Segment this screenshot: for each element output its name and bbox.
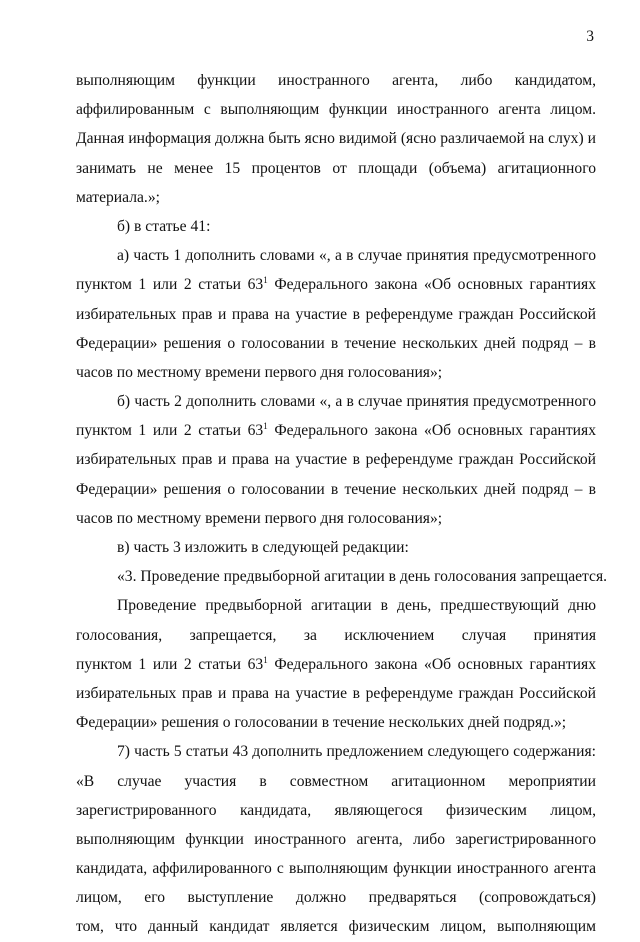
text-line: том, что данный кандидат является физическим лицом, выполняющим	[76, 918, 596, 936]
text-line: выполняющим функции иностранного агента, либо зарегистрированного	[76, 830, 596, 848]
text-line: избирательных прав и права на участие в референдуме граждан Российской	[76, 451, 596, 469]
text-segment: Федерального закона «Об основных гарантиях	[267, 422, 596, 440]
text-line: занимать не менее 15 процентов от площади (объема) агитационного	[76, 159, 596, 177]
text-segment: Федерального закона «Об основных гарантиях	[267, 276, 596, 294]
body-text	[76, 66, 608, 942]
text-line: материала.»;	[76, 188, 160, 206]
text-line: Данная информация должна быть ясно видимой (ясно различаемой на слух) и	[76, 130, 596, 148]
superscript: 1	[263, 421, 268, 432]
text-line: избирательных прав и права на участие в референдуме граждан Российской	[76, 684, 596, 702]
text-line: а) часть 1 дополнить словами «, а в случае принятия предусмотренного	[117, 247, 596, 265]
text-line: часов по местному времени первого дня голосования»;	[76, 363, 443, 381]
text-line: б) в статье 41:	[117, 217, 211, 235]
text-line: голосования, запрещается, за исключением случая принятия	[76, 626, 596, 644]
text-segment: пунктом 1 или 2 статьи 63	[76, 276, 264, 294]
text-line: б) часть 2 дополнить словами «, а в случае принятия предусмотренного	[117, 393, 596, 411]
text-line	[76, 650, 596, 679]
text-line: избирательных прав и права на участие в референдуме граждан Российской	[76, 305, 596, 323]
text-line: выполняющим функции иностранного агента, либо кандидатом,	[76, 72, 596, 89]
text-line: в) часть 3 изложить в следующей редакции:	[117, 539, 409, 556]
text-segment: пунктом 1 или 2 статьи 63	[76, 422, 264, 440]
text-segment: пунктом 1 или 2 статьи 63	[76, 655, 264, 673]
text-line: «В случае участия в совместном агитационном мероприятии	[76, 772, 596, 790]
superscript: 1	[263, 654, 268, 665]
text-line: часов по местному времени первого дня голосования»;	[76, 509, 443, 527]
text-line: «3. Проведение предвыборной агитации в день голосования запрещается.	[117, 568, 608, 586]
text-line	[76, 416, 596, 445]
text-segment: Федерального закона «Об основных гарантиях	[267, 655, 596, 673]
text-line: Федерации» решения о голосовании в течение нескольких дней подряд.»;	[76, 714, 567, 732]
text-line: аффилированным с выполняющим функции иностранного агента лицом.	[76, 101, 596, 119]
text-line: лицом, его выступление должно предваряться (сопровождаться)	[76, 889, 596, 907]
text-line: 7) часть 5 статьи 43 дополнить предложением следующего содержания:	[117, 743, 596, 761]
text-line: Проведение предвыборной агитации в день, предшествующий дню	[117, 597, 596, 615]
text-line: Федерации» решения о голосовании в течение нескольких дней подряд – в	[76, 480, 596, 498]
text-line: зарегистрированного кандидата, являющегося физическим лицом,	[76, 801, 596, 819]
text-line: Федерации» решения о голосовании в течение нескольких дней подряд – в	[76, 334, 596, 352]
superscript: 1	[263, 275, 268, 286]
page-number: 3	[586, 28, 594, 45]
text-line: кандидата, аффилированного с выполняющим функции иностранного агента	[76, 860, 596, 878]
text-line	[76, 270, 596, 299]
